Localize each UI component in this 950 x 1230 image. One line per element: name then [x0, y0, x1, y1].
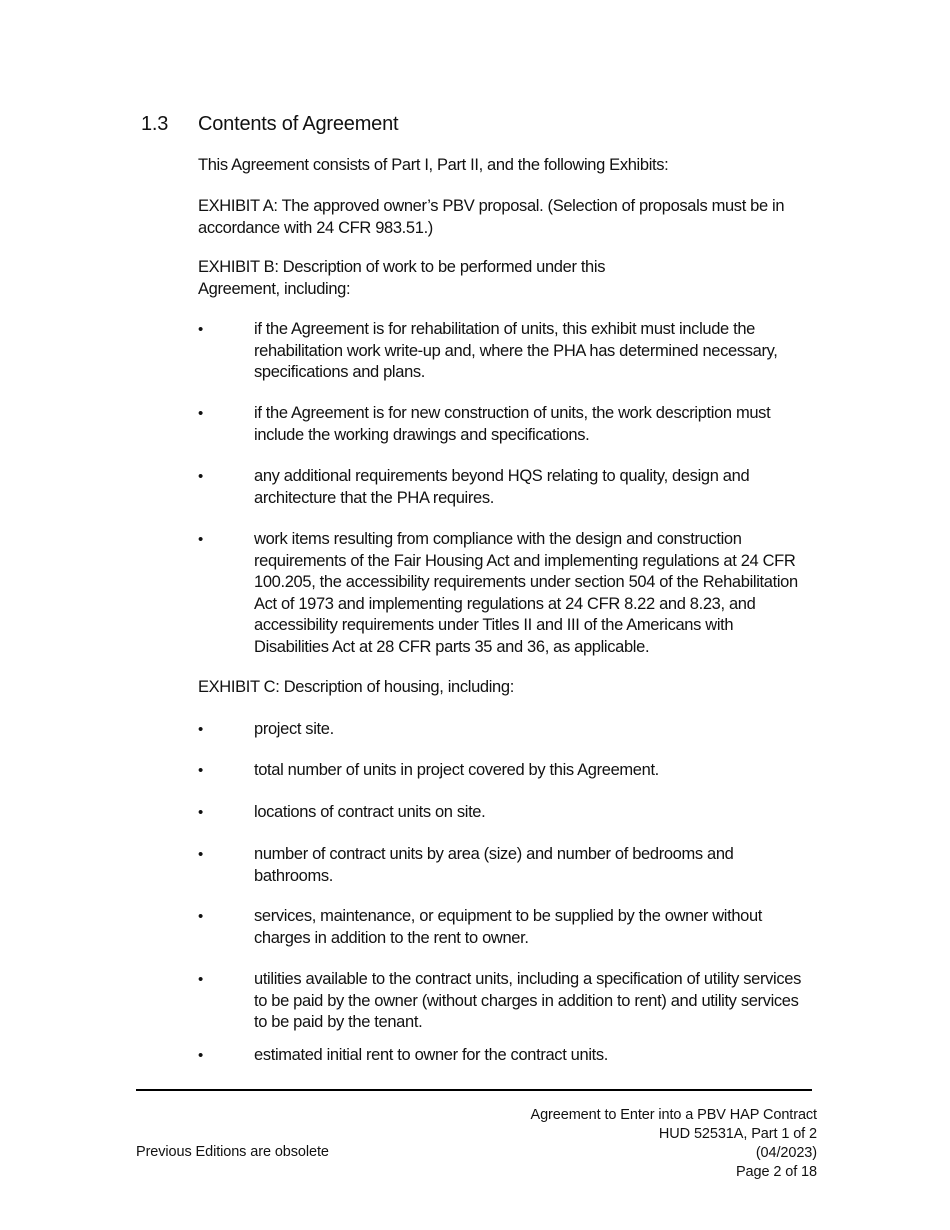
footer-edition: (04/2023) [755, 1145, 817, 1161]
bullet-text: if the Agreement is for rehabilitation of units, this exhibit must include the rehabilitation work write-up and, where the PHA has determined necessary, specifications and plans. [254, 320, 778, 381]
bullet-text: work items resulting from compliance with the design and construction requirements of the Fair Housing Act and implementing regulations at 24 CFR 100.205, the accessibility requirements under section 504 of the Rehabilitation Act of 1973 and implementing regulations at 24 CFR 8.22 and 8.23, and accessibility requirements under Titles II and III of the Americans with Disabilities Act at 28 CFR parts 35 and 36, as applicable. [254, 530, 798, 656]
exhibit-c-heading: EXHIBIT C: Description of housing, including: [198, 678, 514, 696]
footer-form-info [531, 1106, 818, 1182]
bullet-icon: • [198, 468, 203, 485]
bullet-text: utilities available to the contract units, including a specification of utility services to be paid by the owner (without charges in addition to rent) and utility services to be paid by the tenant. [254, 970, 801, 1031]
bullet-icon: • [198, 846, 203, 863]
exhibit-a-paragraph: EXHIBIT A: The approved owner’s PBV proposal. (Selection of proposals must be in accordance with 24 CFR 983.51.) [198, 197, 785, 237]
footer-obsolete-note: Previous Editions are obsolete [136, 1144, 329, 1160]
bullet-icon: • [198, 531, 203, 548]
bullet-icon: • [198, 405, 203, 422]
bullet-text: services, maintenance, or equipment to be supplied by the owner without charges in addition to the rent to owner. [254, 907, 763, 947]
bullet-icon: • [198, 1047, 203, 1064]
bullet-text: number of contract units by area (size) and number of bedrooms and bathrooms. [254, 845, 734, 885]
bullet-icon: • [198, 721, 203, 738]
footer-page-number: Page 2 of 18 [735, 1164, 817, 1180]
exhibit-b-heading-line1: EXHIBIT B: Description of work to be performed under this [198, 258, 606, 276]
bullet-icon: • [198, 908, 203, 925]
bullet-icon: • [198, 804, 203, 821]
bullet-icon: • [198, 321, 203, 338]
section-heading [141, 113, 398, 136]
footer-form-number: HUD 52531A, Part 1 of 2 [658, 1126, 817, 1142]
bullet-text: project site. [254, 720, 334, 738]
section-title: Contents of Agreement [198, 113, 399, 135]
exhibit-b-heading [198, 257, 808, 300]
footer-form-title: Agreement to Enter into a PBV HAP Contract [530, 1107, 817, 1123]
bullet-text: estimated initial rent to owner for the contract units. [254, 1046, 609, 1064]
bullet-icon: • [198, 762, 203, 779]
footer-divider [136, 1089, 812, 1091]
intro-paragraph: This Agreement consists of Part I, Part II, and the following Exhibits: [198, 156, 669, 174]
bullet-text: any additional requirements beyond HQS relating to quality, design and architecture that the PHA requires. [254, 467, 750, 507]
bullet-text: total number of units in project covered by this Agreement. [254, 761, 659, 779]
bullet-text: if the Agreement is for new construction of units, the work description must include the working drawings and specifications. [254, 404, 771, 444]
bullet-icon: • [198, 971, 203, 988]
section-number: 1.3 [141, 113, 169, 135]
exhibit-b-heading-line2: Agreement, including: [198, 279, 351, 298]
bullet-text: locations of contract units on site. [254, 803, 486, 821]
